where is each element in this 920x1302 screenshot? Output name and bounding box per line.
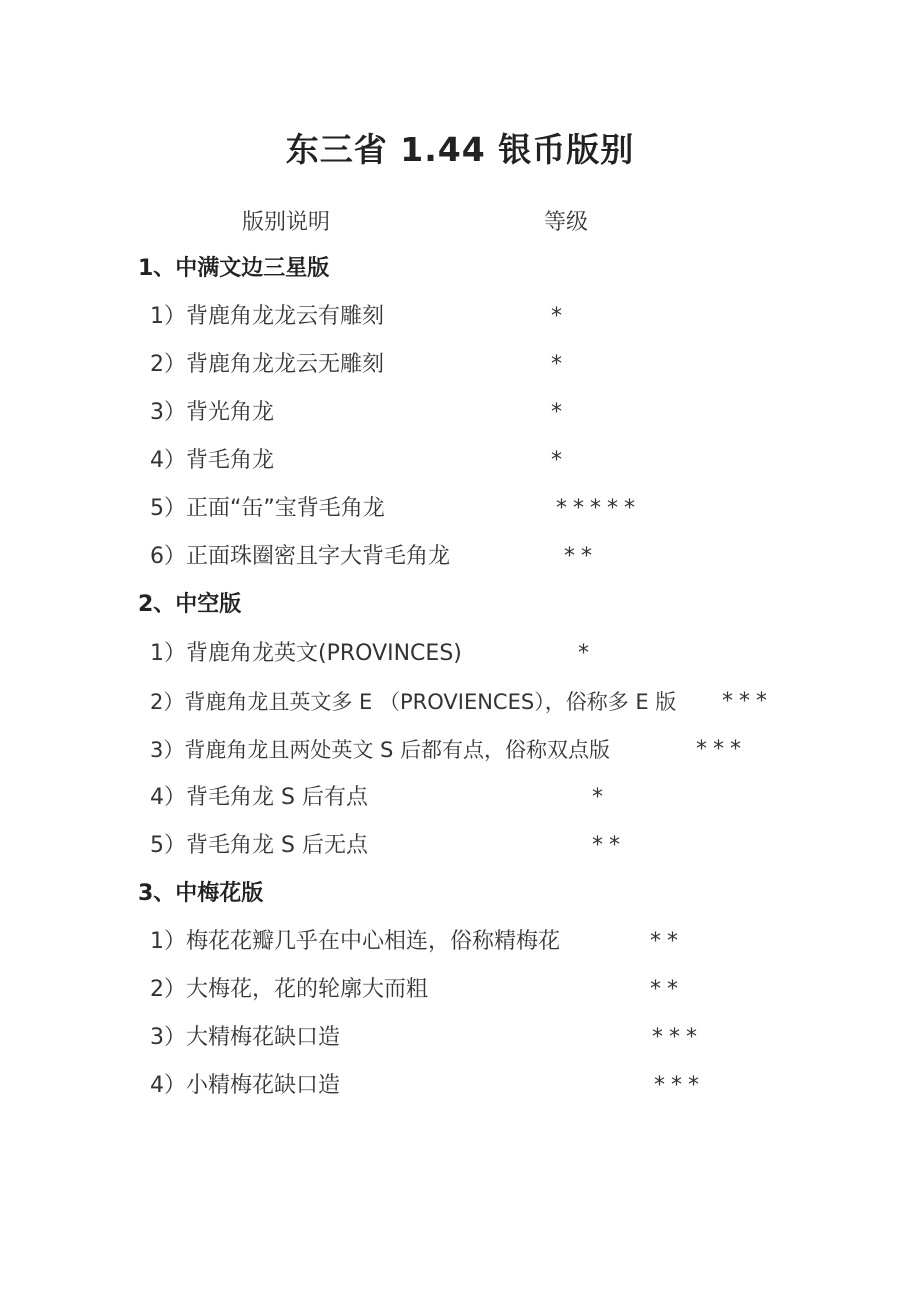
item-grade: ***	[652, 1025, 703, 1050]
item-grade: *	[551, 448, 568, 473]
list-item	[0, 781, 920, 815]
list-item	[0, 540, 920, 574]
item-grade: *	[592, 785, 609, 810]
list-item	[0, 348, 920, 382]
item-description: 2）背鹿角龙且英文多 E （PROVIENCES），俗称多 E 版	[150, 690, 677, 714]
section-heading-label: 2、中空版	[138, 592, 242, 617]
item-description: 5）背毛角龙 S 后无点	[150, 833, 368, 858]
item-description: 1）背鹿角龙龙云有雕刻	[150, 304, 384, 329]
item-grade: *****	[556, 496, 641, 521]
item-description: 3）大精梅花缺口造	[150, 1025, 340, 1050]
item-grade: **	[592, 833, 626, 858]
list-item	[0, 1021, 920, 1055]
item-description: 4）小精梅花缺口造	[150, 1073, 340, 1098]
list-item	[0, 829, 920, 863]
column-header-grade: 等级	[544, 210, 589, 235]
item-grade: **	[564, 544, 598, 569]
item-grade: *	[551, 352, 568, 377]
list-item	[0, 925, 920, 959]
item-grade: **	[650, 977, 684, 1002]
list-item	[0, 396, 920, 430]
item-description: 4）背毛角龙 S 后有点	[150, 785, 368, 810]
item-description: 1）背鹿角龙英文(PROVINCES)	[150, 641, 462, 666]
section-heading	[0, 588, 920, 622]
column-header-description: 版别说明	[242, 210, 331, 235]
section-heading	[0, 252, 920, 286]
item-description: 2）背鹿角龙龙云无雕刻	[150, 352, 384, 377]
list-item	[0, 492, 920, 526]
page-title: 东三省 1.44 银币版别	[285, 130, 635, 169]
list-item	[0, 300, 920, 334]
item-description: 3）背鹿角龙且两处英文 S 后都有点，俗称双点版	[150, 738, 611, 762]
list-item	[0, 973, 920, 1007]
section-heading-label: 3、中梅花版	[138, 881, 264, 906]
list-item	[0, 1069, 920, 1103]
item-grade: *	[578, 641, 595, 666]
section-heading	[0, 877, 920, 911]
item-description: 5）正面“缶”宝背毛角龙	[150, 496, 385, 521]
item-description: 6）正面珠圈密且字大背毛角龙	[150, 544, 450, 569]
item-description: 3）背光角龙	[150, 400, 274, 425]
item-description: 1）梅花花瓣几乎在中心相连，俗称精梅花	[150, 929, 560, 954]
list-item	[0, 637, 920, 671]
list-item	[0, 685, 920, 719]
item-grade: *	[551, 400, 568, 425]
item-grade: **	[650, 929, 684, 954]
item-description: 4）背毛角龙	[150, 448, 274, 473]
section-heading-label: 1、中满文边三星版	[138, 256, 330, 281]
item-grade: ***	[722, 689, 773, 714]
item-grade: ***	[696, 737, 747, 762]
item-description: 2）大梅花，花的轮廓大而粗	[150, 977, 428, 1002]
item-grade: ***	[654, 1073, 705, 1098]
list-item	[0, 444, 920, 478]
item-grade: *	[551, 304, 568, 329]
list-item	[0, 733, 920, 767]
